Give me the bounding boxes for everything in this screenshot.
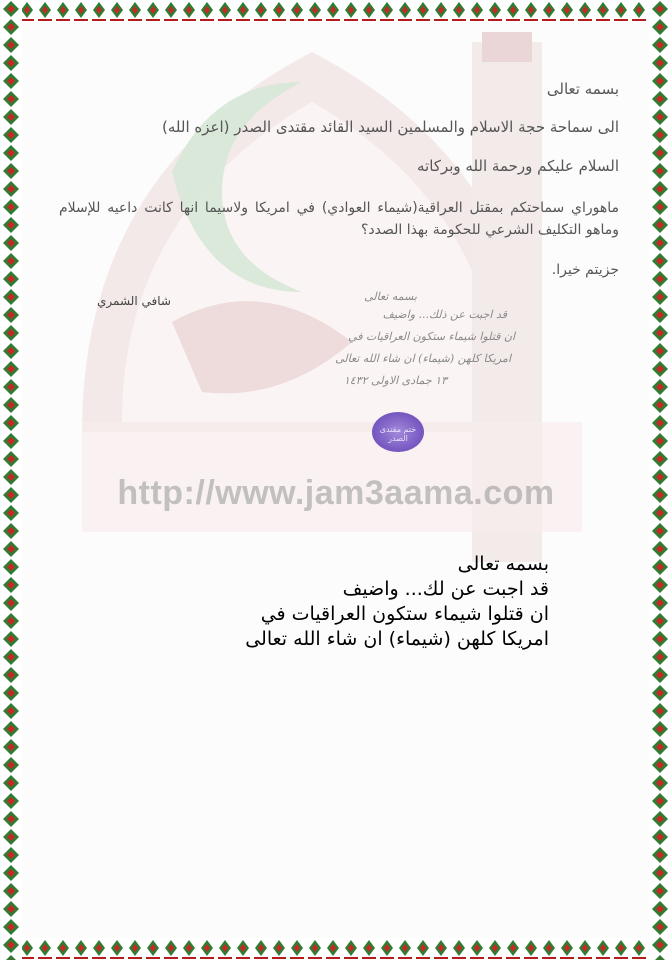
transcription-line: امريكا كلهن (شيماء) ان شاء الله تعالى: [245, 628, 549, 650]
watermark-url: http://www.jam3aama.com: [117, 474, 555, 512]
handwritten-line: امريكا كلهن (شيماء) ان شاء الله تعالى: [335, 352, 511, 365]
decorative-right-border: [649, 0, 671, 960]
decorative-left-border: [0, 0, 22, 960]
transcription-line: قد اجبت عن لك... واضيف: [342, 578, 549, 600]
letter-body: ماهوراي سماحتكم بمقتل العراقية(شيماء العوادي) في امريكا ولاسيما انها كانت داعيه للإسلام وماهو التكليف الشرعي للحكومة بهذا الصدد؟: [59, 200, 619, 238]
letter-salutation: السلام عليكم ورحمة الله وبركاته: [417, 157, 619, 175]
handwritten-line: قد اجبت عن ذلك... واضيف: [382, 308, 507, 321]
handwritten-reply: [307, 284, 517, 412]
transcription-line: ان قتلوا شيماء ستكون العراقيات في: [260, 603, 549, 625]
handwritten-line: ان قتلوا شيماء ستكون العراقيات في: [348, 330, 515, 343]
seal-text: ختم مقتدى الصدر: [379, 425, 417, 443]
letter-addressee: الى سماحة حجة الاسلام والمسلمين السيد القائد مقتدى الصدر (اعزه الله): [162, 118, 619, 136]
letter-greeting: بسمه تعالى: [546, 80, 619, 98]
document-page: [22, 22, 649, 938]
decorative-top-border: [0, 0, 671, 22]
letter-closing: جزيتم خيرا.: [551, 262, 619, 278]
handwritten-line: بسمه تعالى: [364, 290, 417, 303]
transcription-line: بسمه تعالى: [457, 553, 549, 575]
handwritten-date: ١٣ جمادى الاولى ١٤٣٢: [343, 374, 447, 387]
letter-sender: شافي الشمري: [97, 294, 171, 308]
official-seal-stamp: [372, 412, 424, 452]
typed-transcription: [245, 552, 549, 652]
decorative-bottom-border: [0, 938, 671, 960]
